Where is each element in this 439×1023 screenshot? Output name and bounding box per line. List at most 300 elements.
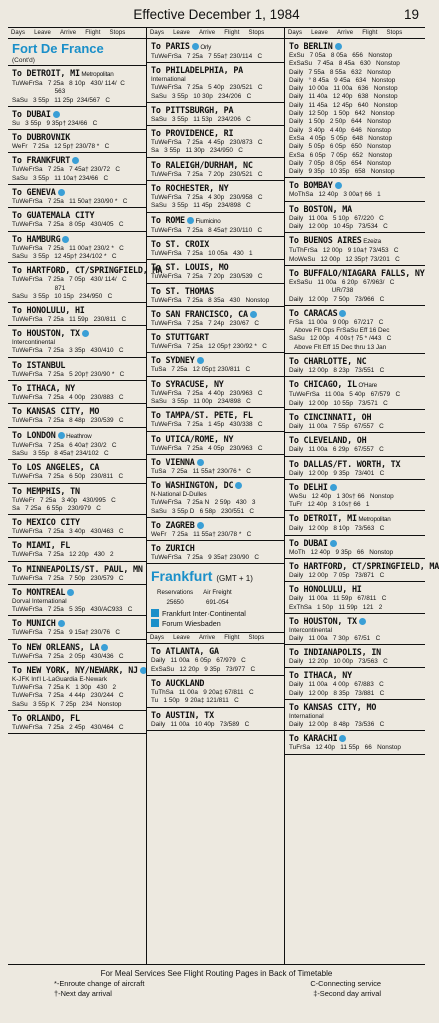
destination-block — [8, 711, 146, 734]
column-header-label: Arrive — [198, 30, 216, 36]
legend-item: *-Enroute change of aircraft — [54, 979, 145, 988]
flight-row: Daily 11 00a 10 40p 73/589 C — [151, 720, 250, 728]
nonstop-badge-icon — [235, 482, 242, 489]
destination-block — [8, 232, 146, 264]
flight-row: Daily 11 00a 11 59p 67/811 C — [289, 595, 387, 603]
flight-row: TuWeFrSa 7 25a 4 45p 230/873 C — [151, 139, 263, 147]
flight-row: TuWeFrSa 7 25a 12 05p† 230/92 * C — [151, 343, 267, 351]
column-header — [8, 28, 146, 39]
destination-block — [147, 455, 284, 478]
destination-name: To KARACHI — [289, 733, 338, 744]
nonstop-badge-icon — [197, 357, 204, 364]
hotel-icon — [151, 619, 159, 627]
nonstop-badge-icon — [335, 182, 342, 189]
destination-block — [147, 708, 284, 731]
flight-row: Tu 1 50p 9 20a‡ 121/811 C — [151, 697, 239, 705]
destination-block — [285, 511, 425, 535]
destination-name: To PITTSBURGH, PA — [151, 104, 234, 115]
flight-row: TuWeFrSa 7 25a 6 40a† 230/2 C — [12, 441, 117, 449]
column-header-label: Stops — [386, 30, 403, 36]
destination-title — [289, 670, 422, 681]
footer — [10, 969, 423, 998]
destination-title — [289, 702, 422, 713]
nonstop-badge-icon — [339, 310, 346, 317]
flight-row: Daily 3 40p 4 40p 646 Nonstop — [289, 126, 391, 134]
flight-row: TuWeFrSa 7 25a 2 05p 430/436 C — [12, 652, 124, 660]
destination-block — [285, 582, 425, 614]
nonstop-badge-icon — [58, 432, 65, 439]
destination-title — [151, 286, 281, 297]
flight-row: SaSu 3 55p 11 25p 234/567 C — [12, 96, 110, 104]
destination-title — [151, 128, 281, 139]
destination-name: To ZAGREB — [151, 519, 195, 530]
destination-title — [289, 482, 422, 493]
nonstop-badge-icon — [62, 236, 69, 243]
freight-phone: 691-054 — [206, 599, 229, 607]
destination-name: To INDIANAPOLIS, IN — [289, 647, 382, 658]
reservations-label: Reservations — [157, 589, 194, 597]
destination-title — [151, 183, 281, 194]
destination-title — [289, 204, 422, 215]
destination-block — [285, 178, 425, 201]
airport-subtitle: Intercontinental — [12, 339, 56, 347]
destination-title — [151, 309, 281, 320]
destination-block — [147, 181, 284, 213]
airport-subtitle: N-National D-Dulles — [151, 491, 207, 499]
destination-title — [289, 235, 422, 247]
flight-row: SaSu 3 55p 11 45p 234/898 C — [151, 202, 251, 210]
flight-row: SaSu 3 55p 10 15p 234/950 C — [12, 292, 113, 300]
destination-name: To STUTTGART — [151, 332, 210, 343]
flight-row: TuWeFrSa 7 25a 7 50p 230/579 C — [12, 574, 124, 582]
flight-row: ExThSa 1 50p 11 59p 121 2 — [289, 603, 383, 611]
destination-block — [147, 330, 284, 353]
destination-block — [8, 616, 146, 639]
flight-row: Daily 11 40a 12 40p 638 Nonstop — [289, 93, 398, 101]
flight-row: Daily 11 00a 6 05p 67/979 C — [151, 657, 246, 665]
flight-row: MoTh 12 40p 9 35p 66 Nonstop — [289, 548, 394, 556]
destination-name: To MUNICH — [12, 618, 56, 629]
flight-row: Daily 11 00a 7 30p 67/51 C — [289, 634, 381, 642]
destination-block — [8, 358, 146, 381]
destination-title — [289, 379, 422, 391]
flight-row: Daily 9 35p 10 35p 658 Nonstop — [289, 168, 395, 176]
airport-note: Orly — [200, 44, 212, 51]
destination-name: To DUBAI — [289, 537, 328, 548]
column-header-label: Days — [11, 30, 26, 36]
flight-row: ExSu 7 05a 8 05a 656 Nonstop — [289, 52, 393, 59]
flight-row: SaSu 3 55p 11 10a† 234/66 C — [12, 174, 109, 182]
flight-row: Daily 1 50p 2 50p 644 Nonstop — [289, 118, 391, 126]
destination-title — [12, 328, 143, 339]
destination-title — [151, 332, 281, 343]
flight-row: TuWeFrSa 7 25a 1 45p 430/338 C — [151, 421, 263, 429]
flight-row: Daily 5 05p 6 05p 650 Nonstop — [289, 143, 391, 151]
destination-name: To BUFFALO/NIAGARA FALLS, NY — [289, 267, 425, 278]
flight-row: ExSa 6 05p 7 05p 652 Nonstop — [289, 151, 393, 159]
destination-title — [12, 187, 143, 198]
flight-row: TuWeFrSa 7 25a 5 40p 230/521 C — [151, 84, 263, 92]
flight-row: TuWeFrSa 7 25a 4 05p 230/963 C — [151, 444, 263, 452]
destination-block — [147, 432, 284, 455]
column-1 — [8, 28, 163, 964]
flight-row: TuWeFrSa 7 25a 8 05p 430/405 C — [12, 221, 124, 229]
destination-name: To GUATEMALA CITY — [12, 210, 95, 221]
flight-row: SaSu 3 55p 10 30p 234/206 C — [151, 92, 252, 100]
destination-block — [285, 614, 425, 645]
destination-block — [285, 480, 425, 512]
flight-row: Daily 12 20p 10 00p 73/563 C — [289, 658, 388, 666]
destination-title — [12, 517, 143, 528]
flight-row: Daily 11 00a 4 00p 67/883 C — [289, 681, 384, 689]
destination-title — [289, 560, 439, 572]
nonstop-badge-icon — [197, 459, 204, 466]
column-header-label: Arrive — [198, 635, 216, 642]
airport-note: Metropolitan — [358, 516, 391, 524]
destination-name: To DALLAS/FT. WORTH, TX — [289, 458, 401, 469]
flight-row: SaSu 3 55p 11 00p 234/898 C — [151, 398, 251, 406]
flight-row: TuWeFrSa 7 25a 7 20p 230/521 C — [151, 170, 263, 178]
flight-row: Daily 11 00a 7 55p 67/557 C — [289, 422, 384, 430]
destination-name: To TAMPA/ST. PETE, FL — [151, 410, 253, 421]
flight-row: TuFrSa 12 40p 11 55p 66 Nonstop — [289, 744, 401, 752]
flight-row: TuWeFrSa 7 25a 7 55a† 230/114 C — [151, 53, 263, 60]
destination-title — [12, 305, 143, 316]
destination-name: To AUCKLAND — [151, 678, 205, 689]
destination-title — [12, 109, 143, 120]
nonstop-badge-icon — [197, 522, 204, 529]
destination-name: To DELHI — [289, 481, 328, 492]
flight-row: TuWeFrSa 7 25a 8 10p 430/ 114/ C — [12, 80, 125, 87]
flight-row: Daily 11 45a 12 45p 640 Nonstop — [289, 101, 398, 109]
airport-subtitle: International — [151, 76, 186, 84]
flight-row: TuWeFrSa 7 25a 7 24p 230/67 C — [151, 319, 259, 327]
flight-row: UR/738 — [289, 287, 354, 295]
destination-block — [147, 237, 284, 260]
destination-name: To UTICA/ROME, NY — [151, 433, 234, 444]
destination-block — [8, 663, 146, 711]
column-3 — [284, 28, 439, 964]
destination-title — [12, 713, 143, 724]
destination-title — [12, 234, 143, 245]
destination-title — [151, 457, 281, 468]
destination-block — [147, 676, 284, 708]
column-header — [147, 28, 284, 39]
destination-name: To SAN FRANCISCO, CA — [151, 308, 248, 319]
flight-row: Above Flt Eff 15 Dec thru 13 Jan — [289, 343, 387, 351]
destination-block — [8, 66, 146, 107]
destination-name: To CARACAS — [289, 307, 338, 318]
destination-title — [151, 410, 281, 421]
airport-subtitle: International — [289, 713, 324, 721]
nonstop-badge-icon — [187, 217, 194, 224]
gmt-offset: (GMT + 1) — [216, 574, 253, 584]
destination-name: To MEXICO CITY — [12, 517, 80, 528]
destination-title — [12, 618, 143, 629]
destination-title — [151, 710, 281, 721]
destination-title — [151, 520, 281, 531]
destination-name: To GENEVA — [12, 187, 56, 198]
destination-block — [147, 213, 284, 237]
destination-name: To WASHINGTON, DC — [151, 480, 234, 491]
airport-note: Ezeiza — [363, 238, 381, 246]
flight-row: TuWeFrSa 7 25a 4 30p 230/958 C — [151, 194, 263, 202]
flight-row: Daily ° 8 45a 9 45a 634 Nonstop — [289, 76, 396, 84]
destination-title — [151, 41, 281, 53]
flight-row: Daily 12 00p 8 35p 73/881 C — [289, 689, 385, 697]
flight-row: SaSu 3 55p 12 45p† 234/102 * C — [12, 252, 117, 260]
flight-row: SaSu 3 55p 8 45a† 234/102 C — [12, 449, 109, 457]
destination-list — [285, 39, 439, 755]
flight-row: TuThSa 11 00a 9 20a‡ 67/811 C — [151, 689, 254, 697]
column-header-label: Arrive — [336, 30, 354, 36]
destination-title — [151, 646, 281, 657]
flight-row: 871 — [12, 284, 66, 292]
flight-row: TuWeFrSa 7 25a 11 59p 230/811 C — [12, 316, 127, 324]
destination-title — [151, 160, 281, 171]
timetable — [8, 27, 439, 965]
nonstop-badge-icon — [53, 111, 60, 118]
destination-block — [285, 39, 425, 178]
destination-block — [285, 377, 425, 410]
destination-title — [151, 105, 281, 116]
destination-title — [12, 587, 143, 598]
meal-note: For Meal Services See Flight Routing Pages in Back of Timetable — [100, 969, 333, 978]
flight-row: WeFr 7 25a 11 55a† 230/78 * C — [151, 530, 252, 538]
destination-block — [8, 208, 146, 231]
hotel-1: Frankfurt Inter·Continental — [151, 609, 281, 619]
destination-name: To ZURICH — [151, 543, 195, 554]
nonstop-badge-icon — [330, 484, 337, 491]
destination-block — [285, 457, 425, 480]
destination-block — [285, 668, 425, 700]
destination-title — [289, 584, 422, 595]
destination-name: To ROME — [151, 214, 185, 225]
destination-block — [285, 233, 425, 266]
flight-row: Daily 12 00p 7 50p 73/966 C — [289, 295, 385, 303]
destination-title — [289, 356, 422, 367]
destination-block — [8, 404, 146, 427]
destination-name: To KANSAS CITY, MO — [12, 406, 100, 417]
flight-row: SaSu 12 00p 4 00s† 75 * /443 C — [289, 335, 392, 343]
flight-row: TuWeFrSa 7 25a 12 20p 430 2 — [12, 551, 114, 559]
column-header — [285, 28, 425, 39]
column-header-label: Leave — [173, 30, 190, 36]
destination-title — [12, 68, 143, 80]
destination-name: To SYDNEY — [151, 355, 195, 366]
destination-name: To ITHACA, NY — [12, 383, 75, 394]
nonstop-badge-icon — [67, 589, 74, 596]
destination-name: To PROVIDENCE, RI — [151, 128, 234, 139]
destination-name: To LONDON — [12, 429, 56, 440]
flight-row: Daily 12 00p 8 23p 73/551 C — [289, 367, 385, 375]
flight-row: TuWeFrSa 7 25a 8 48p 230/539 C — [12, 417, 124, 425]
flight-row: TuWeFrSa 7 25a 3 40p 430/463 C — [12, 528, 124, 536]
destination-title — [289, 435, 422, 446]
flight-row: Sa 7 25a 6 55p 230/979 C — [12, 504, 101, 512]
airport-subtitle: Intercontinental — [289, 626, 333, 634]
destination-block — [8, 185, 146, 208]
flight-row: TuWeFrSa 7 25a 5 20p† 230/90 * C — [12, 370, 125, 378]
destination-title — [12, 155, 143, 166]
destination-name: To HARTFORD, CT/SPRINGFIELD, MA — [12, 265, 163, 276]
origin-contd: (Cont'd) — [12, 57, 35, 64]
airport-note: Metropolitan — [81, 71, 114, 78]
flight-row: WeFr 7 25a 12 5p† 230/78 * C — [12, 143, 110, 151]
flight-row: TuWeFrSa 7 25a N 2 59p 430 3 — [151, 499, 256, 507]
flight-row: TuSa 7 25a 12 05p‡ 230/811 C — [151, 366, 251, 374]
destination-list — [147, 39, 284, 564]
destination-name: To AUSTIN, TX — [151, 709, 214, 720]
nonstop-badge-icon — [58, 620, 65, 627]
destination-name: To CINCINNATI, OH — [289, 411, 372, 422]
nonstop-badge-icon — [330, 540, 337, 547]
column-header-label: Stops — [248, 635, 265, 642]
destination-title — [289, 459, 422, 470]
destination-block — [285, 559, 439, 582]
destination-name: To SYRACUSE, NY — [151, 378, 224, 389]
flight-row: Daily 12 00p 10 55p 73/571 C — [289, 399, 388, 407]
flight-row: SaSu 3 55p D 6 58p 230/551 C — [151, 507, 255, 515]
flight-row: 563 — [12, 88, 66, 96]
contact-table — [151, 587, 238, 609]
destination-block — [147, 377, 284, 409]
column-header-label: Days — [150, 30, 165, 36]
airport-note: Heathrow — [66, 432, 92, 440]
legend-row-2 — [10, 989, 423, 999]
hotel-icon — [151, 609, 159, 617]
flight-row: TuWeFrSa 7 25a 6 50p 230/811 C — [12, 473, 124, 481]
flight-row: TuWeFrSa 7 25a 4 40p 230/963 C — [151, 389, 263, 397]
destination-title — [12, 132, 143, 143]
destination-name: To HARTFORD, CT/SPRINGFIELD, MA — [289, 560, 439, 571]
origin-city: Fort De France — [12, 41, 104, 56]
flight-row: TuSa 7 25a 11 55a† 230/76 * C — [151, 467, 251, 475]
destination-name: To MIAMI, FL — [12, 540, 71, 551]
destination-name: To CLEVELAND, OH — [289, 435, 367, 446]
destination-block — [147, 408, 284, 431]
flight-row: WeSu 12 40p 1 30s† 66 Nonstop — [289, 492, 394, 500]
flight-row: TuWeFrSa 7 25a 10 05a 430 1 — [151, 249, 253, 257]
destination-title — [151, 215, 281, 227]
destination-title — [289, 513, 422, 525]
destination-list — [147, 644, 284, 730]
destination-block — [8, 428, 146, 461]
frankfurt-section — [147, 564, 284, 633]
destination-name: To MINNEAPOLIS/ST. PAUL, MN — [12, 563, 143, 574]
flight-row: TuWeFr 7 25a 3 40p 430/995 C — [12, 496, 116, 504]
destination-block — [285, 536, 425, 559]
destination-title — [12, 540, 143, 551]
destination-block — [147, 39, 284, 63]
destination-title — [12, 462, 143, 473]
column-header-label: Flight — [224, 30, 240, 36]
destination-title — [151, 65, 281, 76]
destination-name: To VIENNA — [151, 456, 195, 467]
destination-title — [289, 647, 422, 658]
destination-block — [147, 353, 284, 376]
destination-name: To HONOLULU, HI — [289, 584, 362, 595]
flight-row: MoThSa 12 40p 3 00a† 66 1 — [289, 191, 381, 199]
destination-block — [285, 354, 425, 377]
destination-title — [12, 360, 143, 371]
destination-title — [151, 434, 281, 445]
freight-label: Air Freight — [203, 589, 232, 597]
legend-item: †-Next day arrival — [54, 988, 112, 998]
reservations-phone: 25650 — [166, 599, 184, 607]
legend-item: C-Connecting service — [310, 979, 381, 988]
destination-title — [289, 733, 422, 744]
destination-name: To BOSTON, MA — [289, 203, 352, 214]
flight-row: TuWeFrSa 11 00a 5 40p 67/579 C — [289, 391, 401, 399]
destination-title — [151, 480, 281, 491]
column-header-label: Stops — [109, 30, 126, 36]
destination-block — [8, 585, 146, 616]
flight-row: Above Flt Ops FrSaSu Eff 16 Dec — [289, 327, 390, 335]
nonstop-badge-icon — [192, 43, 199, 50]
destination-name: To ROCHESTER, NY — [151, 183, 229, 194]
column-header-label: Days — [150, 635, 165, 642]
destination-block — [147, 518, 284, 541]
destination-name: To ST. THOMAS — [151, 285, 214, 296]
destination-block — [285, 700, 425, 731]
flight-row: TuWeFrSa 7 25a 8 35a 430 Nonstop — [151, 296, 270, 304]
flight-row: Daily 12 50p 1 50p 642 Nonstop — [289, 110, 395, 118]
destination-name: To DETROIT, MI — [289, 513, 357, 524]
flight-row: TuWeFrSa 7 25a 2 45p 430/464 C — [12, 723, 124, 731]
destination-block — [8, 515, 146, 538]
destination-title — [289, 412, 422, 423]
column-header-label: Flight — [85, 30, 101, 36]
destination-block — [147, 644, 284, 676]
destination-name: To KANSAS CITY, MO — [289, 702, 377, 713]
destination-title — [151, 355, 281, 366]
destination-block — [285, 266, 425, 306]
destination-block — [285, 645, 425, 668]
destination-block — [8, 538, 146, 561]
destination-name: To CHARLOTTE, NC — [289, 356, 367, 367]
destination-name: To PHILADELPHIA, PA — [151, 65, 244, 76]
nonstop-badge-icon — [101, 644, 108, 651]
nonstop-badge-icon — [82, 330, 89, 337]
destination-title — [151, 262, 281, 273]
destination-block — [147, 307, 284, 330]
destination-block — [147, 541, 284, 564]
flight-row: TuWeFrSa 7 25a 3 35p 430/410 C — [12, 347, 124, 355]
destination-name: To LOS ANGELES, CA — [12, 462, 100, 473]
destination-name: To HONOLULU, HI — [12, 305, 85, 316]
flight-row: ExSaSu 7 45a 8 45a 630 Nonstop — [289, 60, 400, 68]
flight-row: ExSaSu 12 20p 9 35p 73/977 C — [151, 665, 256, 673]
destination-title — [151, 543, 281, 554]
page-number: 19 — [403, 7, 419, 22]
destination-name: To MONTREAL — [12, 587, 66, 598]
flight-row: TuWeFrSa 7 25a 4 00p 230/883 C — [12, 394, 124, 402]
flight-row: FrSa 11 00a 9 00p 67/217 C — [289, 318, 384, 326]
destination-name: To ST. LOUIS, MO — [151, 262, 229, 273]
destination-name: To HOUSTON, TX — [289, 615, 357, 626]
destination-name: To HAMBURG — [12, 233, 61, 244]
destination-title — [289, 538, 422, 549]
flight-row: Daily 11 00a 5 10p 67/220 C — [289, 214, 384, 222]
flight-row: Daily 12 00p 8 48p 73/536 C — [289, 721, 385, 729]
destination-title — [289, 267, 425, 279]
flight-row: TuWeFrSa 7 25a 11 00a† 230/2 * C — [12, 244, 124, 252]
airport-subtitle: K-JFK Int'l L-LaGuardia E-Newark — [12, 675, 107, 683]
destination-block — [8, 326, 146, 357]
flight-row: TuWeFrSa 7 25a 7 20p 230/539 C — [151, 273, 263, 281]
column-header-label: Leave — [34, 30, 51, 36]
